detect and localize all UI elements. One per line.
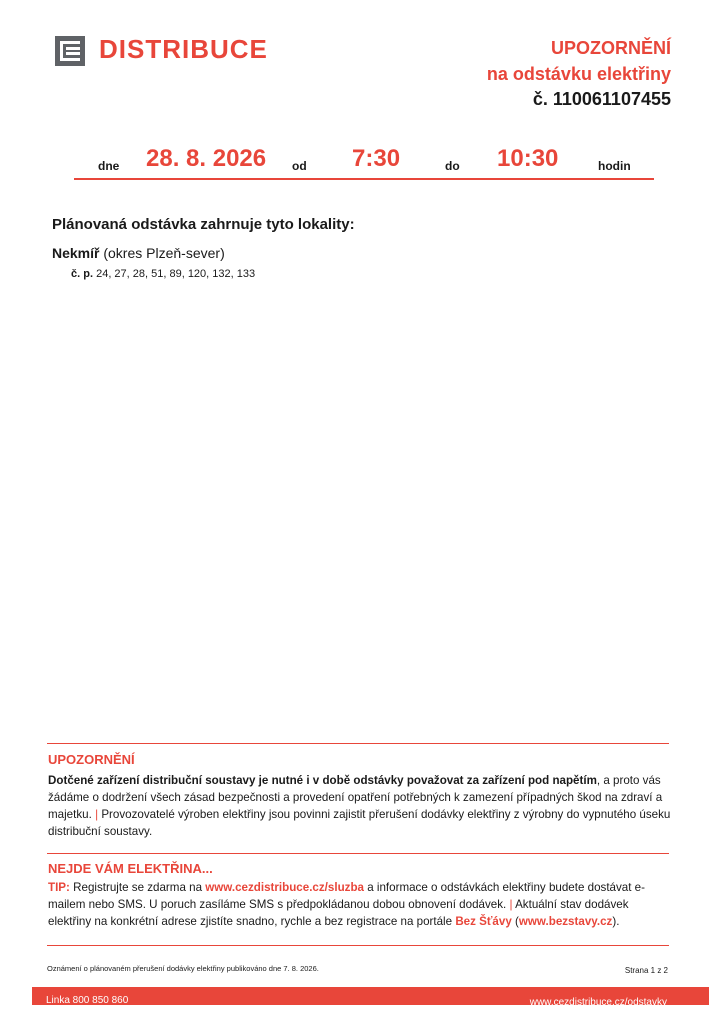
town-district: (okres Plzeň-sever) <box>103 245 225 261</box>
house-numbers-list: 24, 27, 28, 51, 89, 120, 132, 133 <box>96 268 256 280</box>
paren-close: ). <box>612 915 620 928</box>
hotline-number: Linka 800 850 860 <box>46 995 129 1006</box>
registration-link[interactable]: www.cezdistribuce.cz/sluzba <box>205 881 364 894</box>
warning-text <box>48 772 673 840</box>
info-title: NEJDE VÁM ELEKTŘINA... <box>48 861 213 876</box>
locality-town <box>52 245 225 261</box>
info-text-part3: Aktuální stav dodávek elektřiny na konkrétní adrese zjistíte snadno, rychle a bez registrace na portále <box>48 898 629 928</box>
warning-bottom-divider <box>47 853 669 854</box>
house-numbers <box>71 268 255 280</box>
localities-heading: Plánovaná odstávka zahrnuje tyto lokality: <box>52 216 355 233</box>
notice-number: č. 110061107455 <box>532 89 671 109</box>
logo-text: DISTRIBUCE <box>99 34 268 64</box>
paren-open: ( <box>515 915 519 928</box>
info-bottom-divider <box>47 945 669 946</box>
info-text-part1: Registrujte se zdarma na <box>73 881 203 894</box>
from-label: od <box>292 159 307 173</box>
info-text <box>48 879 673 930</box>
cez-logo-icon <box>55 36 85 66</box>
end-time: 10:30 <box>497 145 559 172</box>
schedule-divider <box>74 178 654 180</box>
warning-bold-text: Dotčené zařízení distribuční soustavy je nutné i v době odstávky považovat za zařízení pod napětím <box>48 774 597 787</box>
start-time: 7:30 <box>352 145 401 172</box>
day-label: dne <box>98 159 120 173</box>
warning-title: UPOZORNĚNÍ <box>48 752 135 767</box>
town-name: Nekmíř <box>52 245 100 261</box>
notice-title: UPOZORNĚNÍ <box>550 38 671 58</box>
separator: | <box>509 898 513 911</box>
portal-name: Bez Šťávy <box>455 915 512 928</box>
separator: | <box>95 808 99 821</box>
house-numbers-label: č. p. <box>71 268 94 280</box>
to-label: do <box>445 159 460 173</box>
warning-text-part2: Provozovatelé výroben elektřiny jsou povinni zajistit přerušení dodávky elektřiny z výrobny do vypnutého úseku distribuční soustavy. <box>48 808 671 838</box>
outage-date: 28. 8. 2026 <box>146 145 267 172</box>
warning-top-divider <box>47 743 669 744</box>
portal-link[interactable]: www.bezstavy.cz <box>518 915 613 928</box>
warning-text-part1: , a proto vás žádáme o dodržení všech zásad bezpečnosti a provedení opatření potřebných k zamezení případných škod na zdraví a majetku. <box>48 774 663 821</box>
footer-website[interactable]: www.cezdistribuce.cz/odstavky <box>529 997 667 1008</box>
page-number: Strana 1 z 2 <box>624 966 668 975</box>
tip-label: TIP: <box>48 881 70 894</box>
notice-subtitle: na odstávku elektřiny <box>486 64 671 84</box>
publication-note: Oznámení o plánovaném přerušení dodávky elektřiny publikováno dne 7. 8. 2026. <box>47 964 319 973</box>
info-text-part2: a informace o odstávkách elektřiny budete dostávat e-mailem nebo SMS. U poruch zasíláme SMS s předpokládanou dobou obnovení dodávek. <box>48 881 645 911</box>
hours-label: hodin <box>598 159 631 173</box>
